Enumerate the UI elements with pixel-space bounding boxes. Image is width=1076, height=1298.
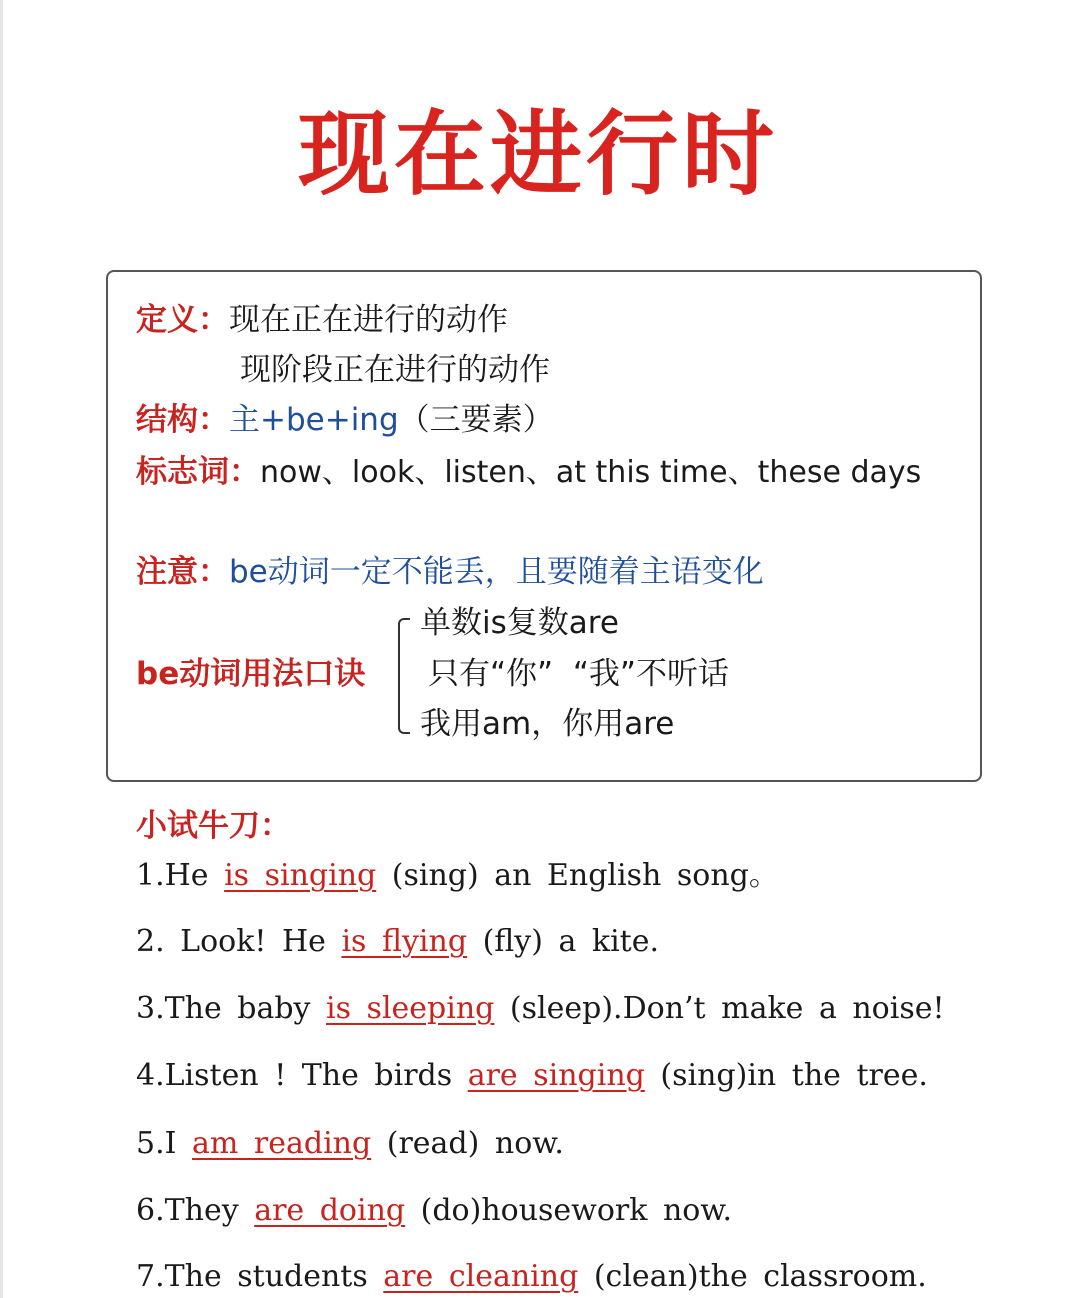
exercise-2-suffix: (fly) a kite. [467,924,660,959]
signal-words-row [136,452,921,493]
exercise-item-4 [136,1056,928,1096]
exercise-item-3 [136,989,945,1029]
attention-text: be动词一定不能丢，且要随着主语变化 [229,554,764,590]
definition-line-1: 现在正在进行的动作 [229,302,508,338]
attention-label: 注意： [136,554,229,590]
exercise-1-suffix: (sing) an English song。 [376,858,779,893]
exercise-6-prefix: 6.They [136,1193,255,1228]
exercise-item-5 [136,1124,564,1164]
be-rhyme-label: be动词用法口诀 [136,656,366,692]
exercises-title: 小试牛刀： [136,808,291,844]
definition-label: 定义： [136,302,229,338]
structure-note: （三要素） [398,402,554,438]
page-title: 现在进行时 [297,101,778,208]
exercise-7-answer: are cleaning [383,1259,579,1294]
exercise-5-suffix: (read) now. [371,1126,564,1161]
exercise-5-answer: am reading [192,1126,372,1161]
structure-row [136,400,554,440]
be-rhyme-line-2: 只有“你” “我”不听话 [428,656,729,692]
exercise-4-prefix: 4.Listen ! The birds [136,1058,468,1093]
exercise-1-prefix: 1.He [136,858,225,893]
exercise-item-1 [136,856,779,896]
rhyme-brace [398,618,410,734]
structure-label: 结构： [136,402,229,438]
exercise-2-prefix: 2. Look! He [136,924,342,959]
exercise-4-suffix: (sing)in the tree. [644,1058,928,1093]
exercise-item-7 [136,1257,927,1297]
exercise-6-answer: are doing [254,1193,406,1228]
exercise-2-answer: is flying [341,924,468,959]
exercise-item-6 [136,1191,732,1231]
signal-words-label: 标志词： [136,454,260,490]
signal-words-list: now、look、listen、at this time、these days [260,455,922,490]
attention-row [136,552,764,592]
exercise-4-answer: are singing [467,1058,645,1093]
exercise-item-2 [136,922,659,962]
exercise-3-prefix: 3.The baby [136,991,327,1026]
exercise-6-suffix: (do)housework now. [405,1193,733,1228]
exercise-7-suffix: (clean)the classroom. [578,1259,927,1294]
structure-formula: 主+be+ing [229,402,399,438]
exercise-3-answer: is sleeping [326,991,495,1026]
exercise-5-prefix: 5.I [136,1126,193,1161]
definition-line-2: 现阶段正在进行的动作 [240,352,550,388]
exercise-3-suffix: (sleep).Don’t make a noise! [494,991,945,1026]
be-rhyme-line-3: 我用am，你用are [420,706,675,742]
exercise-7-prefix: 7.The students [136,1259,384,1294]
be-rhyme-line-1: 单数is复数are [420,605,619,641]
exercise-1-answer: is singing [224,858,377,893]
definition-row [136,300,508,340]
